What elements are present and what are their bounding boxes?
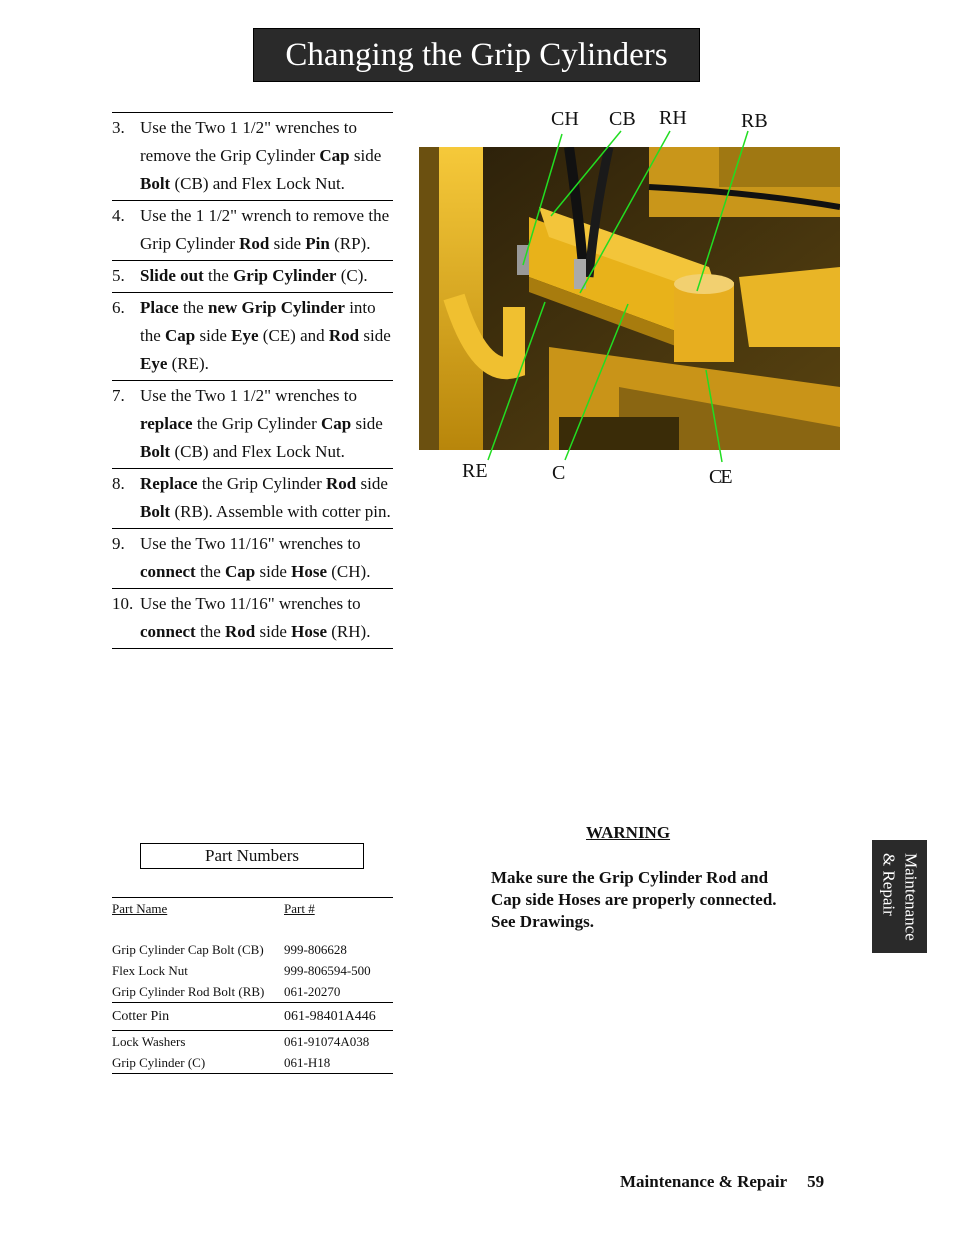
- step-item: [112, 529, 393, 589]
- part-number: 999-806594-500: [284, 963, 371, 978]
- step-text-run: (RB). Assemble with cotter pin.: [170, 502, 391, 521]
- parts-table: [112, 897, 393, 1074]
- step-number: 3.: [112, 118, 125, 137]
- step-text-run: side: [359, 326, 391, 345]
- label-ch: CH: [551, 108, 579, 130]
- header-part-number: Part #: [284, 901, 315, 916]
- step-text-run: the Grip Cylinder: [197, 474, 327, 493]
- step-text: [140, 114, 393, 198]
- part-numbers-box: Part Numbers: [140, 843, 364, 869]
- label-rh: RH: [659, 107, 687, 129]
- step-text-bold: Bolt: [140, 174, 171, 193]
- step-text: [140, 590, 393, 646]
- step-text-bold: Cap: [165, 326, 196, 345]
- step-text: [140, 294, 393, 378]
- step-text-run: Use the Two 1 1/2" wrenches to: [140, 386, 357, 405]
- step-item: [112, 113, 393, 201]
- step-text-bold: Bolt: [140, 442, 171, 461]
- step-text-run: side: [255, 622, 292, 641]
- step-number: 10.: [112, 594, 134, 613]
- part-row: [112, 1052, 393, 1073]
- step-text-run: (CH).: [327, 562, 371, 581]
- step-text-run: side: [349, 146, 382, 165]
- part-row: [112, 939, 393, 960]
- step-text-bold: Rod: [239, 234, 270, 253]
- part-row: [112, 960, 393, 981]
- page-footer: [620, 1172, 824, 1192]
- step-text-bold: connect: [140, 622, 196, 641]
- warning-title: WARNING: [586, 823, 671, 842]
- parts-group-1: [112, 939, 393, 1003]
- step-item: [112, 201, 393, 261]
- step-text-run: (CE) and: [258, 326, 329, 345]
- label-cb: CB: [609, 108, 636, 130]
- step-text-bold: Grip Cylinder: [233, 266, 337, 285]
- step-text-run: (C).: [336, 266, 368, 285]
- part-number: 999-806628: [284, 942, 347, 957]
- step-text-bold: Hose: [291, 562, 328, 581]
- step-text-bold: Pin: [305, 234, 330, 253]
- step-text: [140, 470, 393, 526]
- part-row: [112, 1031, 393, 1052]
- step-item: [112, 293, 393, 381]
- step-text-bold: Rod: [326, 474, 357, 493]
- step-text: [140, 530, 393, 586]
- warning-text: Make sure the Grip Cylinder Rod and Cap side Hoses are properly connected. See Drawings.: [491, 868, 777, 931]
- step-text-bold: Cap: [320, 414, 352, 433]
- label-re: RE: [462, 460, 488, 482]
- part-number: 061-98401A446: [284, 1009, 376, 1024]
- label-ce: CE: [709, 466, 731, 488]
- step-text-run: Use the Two 11/16" wrenches to: [140, 594, 361, 613]
- step-item: [112, 261, 393, 293]
- step-text-run: the Grip Cylinder: [192, 414, 321, 433]
- parts-group-3: [112, 1031, 393, 1074]
- page-number: 59: [807, 1172, 825, 1191]
- header-part-name: Part Name: [112, 901, 168, 916]
- step-text-bold: Rod: [225, 622, 256, 641]
- step-text-bold: Place: [140, 298, 179, 317]
- step-text-bold: Eye: [140, 354, 168, 373]
- parts-group-2: [112, 1003, 393, 1031]
- step-text-bold: Replace: [140, 474, 198, 493]
- step-text-bold: new Grip Cylinder: [207, 298, 345, 317]
- step-text: [140, 262, 393, 290]
- step-text-run: (RP).: [329, 234, 371, 253]
- step-text-run: the: [195, 562, 225, 581]
- step-text-run: side: [195, 326, 232, 345]
- section-tab-line2: & Repair: [879, 852, 899, 916]
- step-text-run: (RE).: [167, 354, 209, 373]
- footer-section: Maintenance & Repair: [620, 1172, 788, 1191]
- step-text-run: the: [203, 266, 234, 285]
- step-item: [112, 589, 393, 649]
- part-name: Grip Cylinder Cap Bolt (CB): [112, 942, 264, 957]
- step-text-bold: Cap: [319, 146, 350, 165]
- step-text-run: Use the Two 1 1/2" wrenches to remove the Grip Cylinder: [140, 118, 357, 165]
- step-number: 4.: [112, 206, 125, 225]
- part-name: Lock Washers: [112, 1034, 186, 1049]
- part-row: [112, 1003, 393, 1030]
- step-text: [140, 382, 393, 466]
- step-text-bold: Slide out: [140, 266, 204, 285]
- part-number: 061-20270: [284, 984, 341, 999]
- step-text-run: Use the Two 11/16" wrenches to: [140, 534, 361, 553]
- step-text-run: side: [351, 414, 383, 433]
- step-item: [112, 469, 393, 529]
- step-text-run: (RH).: [327, 622, 371, 641]
- step-text-bold: replace: [140, 414, 193, 433]
- step-text-run: into the: [140, 298, 376, 345]
- step-text-run: the: [195, 622, 225, 641]
- step-text-run: side: [255, 562, 292, 581]
- step-text-bold: Cap: [225, 562, 256, 581]
- page-title: Changing the Grip Cylinders: [253, 28, 700, 82]
- part-name: Flex Lock Nut: [112, 963, 188, 978]
- part-row: [112, 981, 393, 1002]
- step-text-bold: Eye: [231, 326, 259, 345]
- label-rb: RB: [741, 110, 768, 132]
- step-text-run: (CB) and Flex Lock Nut.: [170, 174, 345, 193]
- section-tab: [872, 840, 927, 953]
- step-text-run: the: [178, 298, 208, 317]
- step-text: [140, 202, 393, 258]
- section-tab-line1: Maintenance: [901, 852, 921, 941]
- step-text-run: side: [269, 234, 306, 253]
- step-number: 9.: [112, 534, 125, 553]
- step-item: [112, 381, 393, 469]
- part-number: 061-H18: [284, 1055, 331, 1070]
- part-name: Cotter Pin: [112, 1009, 170, 1024]
- step-text-bold: connect: [140, 562, 196, 581]
- step-text-bold: Rod: [328, 326, 360, 345]
- parts-header: [112, 898, 393, 939]
- grip-cylinder-photo: [419, 147, 840, 450]
- step-text-run: (CB) and Flex Lock Nut.: [170, 442, 345, 461]
- step-number: 8.: [112, 474, 125, 493]
- part-number: 061-91074A038: [284, 1034, 370, 1049]
- step-number: 6.: [112, 298, 125, 317]
- part-name: Grip Cylinder (C): [112, 1055, 206, 1070]
- label-c: C: [552, 462, 566, 484]
- steps-list: [112, 112, 393, 649]
- step-text-bold: Bolt: [140, 502, 171, 521]
- step-number: 7.: [112, 386, 125, 405]
- step-text-run: side: [356, 474, 388, 493]
- step-text-bold: Hose: [291, 622, 328, 641]
- step-text-run: Use the 1 1/2" wrench to remove the Grip Cylinder: [140, 206, 390, 253]
- part-name: Grip Cylinder Rod Bolt (RB): [112, 984, 265, 999]
- step-number: 5.: [112, 266, 125, 285]
